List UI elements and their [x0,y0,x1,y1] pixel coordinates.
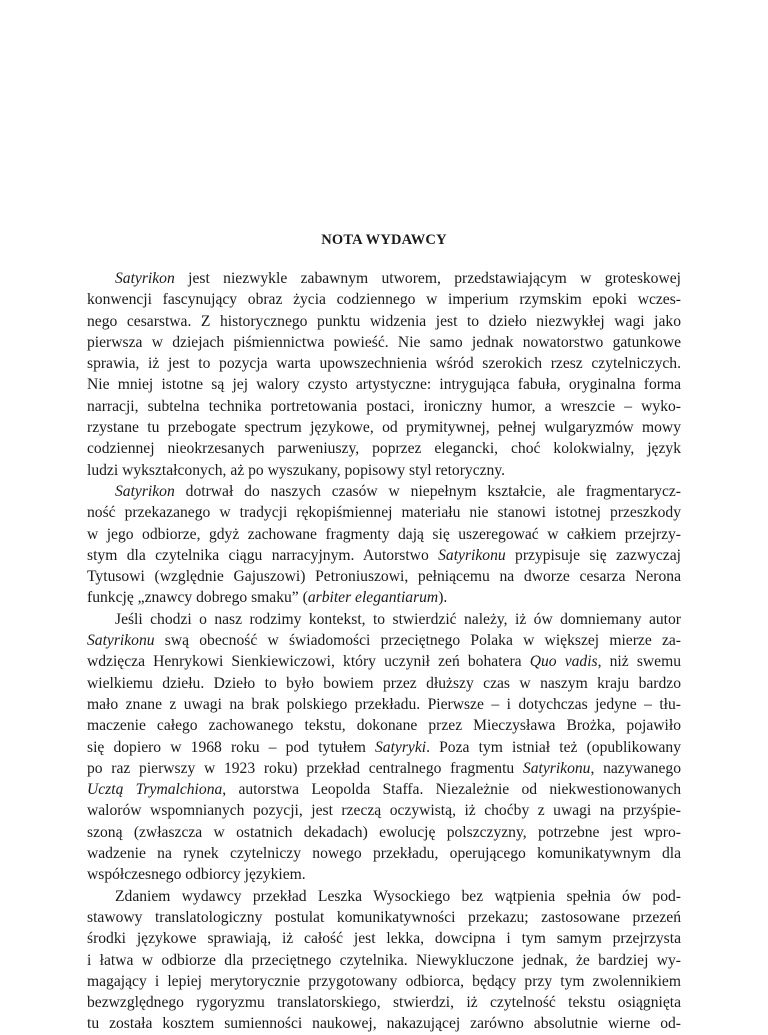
text-segment: po raz pierwszy w 1923 roku) przekład centralnego fragmentu [87,759,523,777]
italic-title-text: Quo vadis [529,653,598,671]
text-segment: i łatwa w odbiorze dla przeciętnego czytelnika. Niewykluczone jednak, że bardziej wy- [87,951,681,969]
text-segment: stym dla czytelnika ciągu narracyjnym. Autorstwo [87,546,439,564]
text-segment: walorów wspomnianych pozycji, jest rzeczą oczywistą, iż choćby z uwagi na przyśpie- [87,802,681,820]
text-segment: współczesnego odbiorcy językiem. [87,866,306,884]
text-segment: narracji, subtelna technika portretowania postaci, ironiczny humor, a wreszcie – wyko- [87,397,681,415]
text-segment: , niż swemu [597,653,681,671]
text-line [87,332,681,353]
text-segment: bezwzględnego rygoryzmu translatorskiego, stwierdzi, iż czytelność tekstu osiągnięta [87,994,681,1012]
text-line [87,268,681,289]
text-line [87,353,681,374]
text-line [87,1013,681,1034]
italic-title-text: Satyrikonu [87,632,155,650]
text-segment: maczenie całego zachowanego tekstu, dokonane przez Mieczysława Brożka, pojawiło [87,717,681,735]
text-segment: swą obecność w świadomości przeciętnego Polaka w większej mierze za- [154,632,681,650]
text-line [87,950,681,971]
text-segment: Jeśli chodzi o nasz rodzimy kontekst, to stwierdzić należy, iż ów domniemany autor [115,610,681,628]
text-line [87,822,681,843]
italic-title-text: Ucztą Trymalchiona [87,781,223,799]
text-segment: Zdaniem wydawcy przekład Leszka Wysockiego bez wątpienia spełnia ów pod- [115,887,681,905]
text-segment: się dopiero w 1968 roku – pod tytułem [87,738,375,756]
text-segment: pierwsza w dziejach piśmiennictwa powieść. Nie samo jednak nowatorstwo gatunkowe [87,333,681,351]
text-segment: przypisuje się zazwyczaj [505,546,681,564]
text-line [87,396,681,417]
text-segment: nego cesarstwa. Z historycznego punktu widzenia jest to dzieło niezwykłej wagi jako [87,312,681,330]
text-line [87,673,681,694]
text-line [87,928,681,949]
text-line [87,609,681,630]
italic-title-text: Satyrikonu [522,759,591,777]
text-segment: sprawia, iż jest to pozycja warta upowszechnienia wśród szerokich rzesz czytelniczych. [87,355,681,373]
text-line [87,438,681,459]
text-segment: ność przekazanego w tradycji rękopiśmiennej materiału nie stanowi istotnej przeszkody [87,504,681,522]
text-line [87,417,681,438]
text-segment: wdzięcza Henrykowi Sienkiewiczowi, który uczynił zeń bohatera [87,653,530,671]
text-segment: tu została kosztem sumienności naukowej, nakazującej zarówno absolutnie wierne od- [87,1015,681,1033]
text-line [87,630,681,651]
italic-title-text: Satyrikon [115,270,175,287]
text-segment: stawowy translatologiczny postulat komunikatywności przekazu; zastosowane przezeń [87,908,681,926]
text-segment: dotrwał do naszych czasów w niepełnym kształcie, ale fragmentarycz- [174,482,681,500]
text-segment: mało znane z uwagi na brak polskiego przekładu. Pierwsze – i dotychczas jedyne – tłu- [87,695,681,713]
text-line [87,971,681,992]
text-segment: ludzi wykształconych, aż po wyszukany, popisowy styl retoryczny. [87,461,506,479]
text-segment: wadzenie na rynek czytelniczy nowego przekładu, operującego komunikatywnym dla [87,845,681,863]
italic-title-text: arbiter elegantiarum [307,589,439,607]
text-line [87,886,681,907]
text-line [87,481,681,502]
text-line [87,779,681,800]
text-line [87,502,681,523]
text-segment: szoną (zwłaszcza w ostatnich dekadach) ewolucję polszczyzny, potrzebne jest wpro- [87,823,681,841]
text-line [87,800,681,821]
text-segment: , autorstwa Leopolda Staffa. Niezależnie od niekwestionowanych [222,781,681,799]
italic-title-text: Satyrikon [115,482,175,500]
text-line [87,374,681,395]
text-line [87,992,681,1013]
text-line [87,864,681,885]
text-segment: rzystane tu przebogate spectrum językowe, od prymitywnej, pełnej wulgaryzmów mowy [87,419,681,437]
text-line [87,311,681,332]
text-segment: jest niezwykle zabawnym utworem, przedstawiającym w groteskowej [174,270,681,287]
page-title: NOTA WYDAWCY [321,232,447,248]
text-line [87,694,681,715]
text-line [87,715,681,736]
text-line [87,545,681,566]
italic-title-text: Satyrikonu [438,546,506,564]
text-segment: . Poza tym istniał też (opublikowany [426,738,681,756]
text-segment: ). [438,589,448,607]
text-line [87,460,681,481]
text-segment: codziennej nieokrzesanych parweniuszy, poprzez elegancki, choć kolokwialny, język [87,440,681,458]
italic-title-text: Satyryki [375,738,427,756]
text-segment: wielkiemu dziełu. Dzieło to było bowiem przez dłuższy czas w naszym kraju bardzo [87,674,681,692]
text-line [87,524,681,545]
text-segment: Nie mniej istotne są jej walory czysto artystyczne: intrygująca fabuła, oryginalna forma [87,376,681,394]
text-segment: funkcję „znawcy dobrego smaku” ( [87,589,308,607]
text-line [87,566,681,587]
text-line [87,587,681,608]
body-text [87,268,681,1035]
text-segment: Tytusowi (względnie Gajuszowi) Petroniuszowi, pełniącemu na dworze cesarza Nerona [87,568,681,586]
text-segment: magający i lepiej merytorycznie przygotowany odbiorca, będący przy tym zwolennikiem [87,972,681,990]
text-line [87,289,681,310]
text-line [87,758,681,779]
text-segment: środki językowe sprawiają, iż całość jest lekka, dowcipna i tym samym przejrzysta [87,930,681,948]
text-line [87,737,681,758]
text-line [87,843,681,864]
text-line [87,651,681,672]
text-segment: , nazywanego [590,759,681,777]
text-segment: w jego odbiorze, gdyż zachowane fragmenty dają się uszeregować w całkiem przejrzy- [87,525,681,543]
text-line [87,907,681,928]
text-segment: konwencji fascynujący obraz życia codziennego w imperium rzymskim epoki wczes- [87,291,681,309]
